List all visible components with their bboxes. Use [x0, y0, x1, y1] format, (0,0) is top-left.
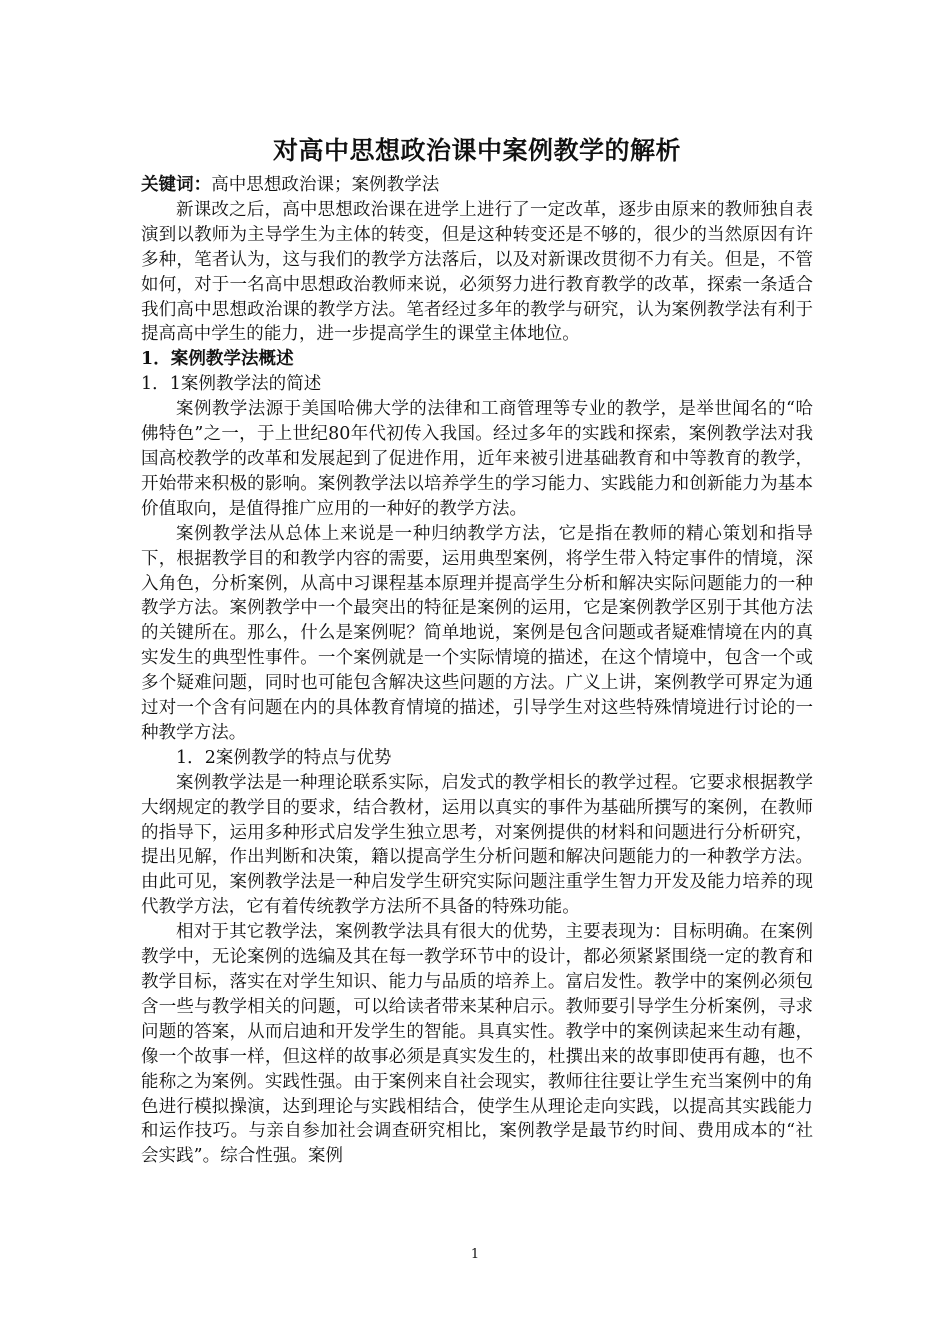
- keywords-value: 高中思想政治课；案例教学法: [211, 175, 440, 195]
- section-heading-1: 1．案例教学法概述: [141, 349, 294, 370]
- intro-paragraph: 新课改之后，高中思想政治课在进学上进行了一定改革，逐步由原来的教师独自表演到以教师为主导学生为主体的转变，但是这种转变还是不够的，很少的当然原因有许多种，笔者认为，这与我们的教学方法落后，以及对新课改贯彻不力有关。但是，不管如何，对于一名高中思想政治教师来说，必须努力进行教育教学的改革，探索一条适合我们高中思想政治课的教学方法。笔者经过多年的教学与研究，认为案例教学法有利于提高高中学生的能力，进一步提高学生的课堂主体地位。: [141, 199, 813, 345]
- paragraph-1-2-b: 相对于其它教学法，案例教学法具有很大的优势，主要表现为：目标明确。在案例教学中，无论案例的选编及其在每一教学环节中的设计，都必须紧紧围绕一定的教育和教学目标，落实在对学生知识、能力与品质的培养上。富启发性。教学中的案例必须包含一些与教学相关的问题，可以给读者带来某种启示。教师要引导学生分析案例，寻求问题的答案，从而启迪和开发学生的智能。具真实性。教学中的案例读起来生动有趣，像一个故事一样，但这样的故事必须是真实发生的，杜撰出来的故事即使再有趣，也不能称之为案例。实践性强。由于案例来自社会现实，教师往往要让学生充当案例中的角色进行模拟操演，达到理论与实践相结合，使学生从理论走向实践，以提高其实践能力和运作技巧。与亲自参加社会调查研究相比，案例教学是最节约时间、费用成本的“社会实践”。综合性强。案例: [141, 922, 813, 1167]
- paragraph-1-1-a: 案例教学法源于美国哈佛大学的法律和工商管理等专业的教学，是举世闻名的“哈佛特色”之一，于上世纪80年代初传入我国。经过多年的实践和探索，案例教学法对我国高校教学的改革和发展起到了促进作用，近年来被引进基础教育和中等教育的教学，开始带来积极的影响。案例教学法以培养学生的学习能力、实践能力和创新能力为基本价值取向，是值得推广应用的一种好的教学方法。: [141, 399, 813, 519]
- paragraph-1-1-b: 案例教学法从总体上来说是一种归纳教学方法，它是指在教师的精心策划和指导下，根据教学目的和教学内容的需要，运用典型案例，将学生带入特定事件的情境，深入角色，分析案例，从高中习课程基本原理并提高学生分析和解决实际问题能力的一种教学方法。案例教学中一个最突出的特征是案例的运用，它是案例教学区别于其他方法的关键所在。那么，什么是案例呢？简单地说，案例是包含问题或者疑难情境在内的真实发生的典型性事件。一个案例就是一个实际情境的描述，在这个情境中，包含一个或多个疑难问题，同时也可能包含解决这些问题的方法。广义上讲，案例教学可界定为通过对一个含有问题在内的具体教育情境的描述，引导学生对这些特殊情境进行讨论的一种教学方法。: [141, 523, 813, 743]
- subsection-heading-1-2: 1．2案例教学的特点与优势: [176, 747, 392, 768]
- keywords-line: [141, 173, 813, 198]
- document-title: 对高中思想政治课中案例教学的解析: [272, 136, 681, 165]
- subsection-heading-1-1: 1．1案例教学法的简述: [141, 374, 322, 395]
- page-number: 1: [470, 1247, 480, 1262]
- document-body: [141, 132, 813, 1169]
- keywords-label: 关键词：: [141, 175, 212, 195]
- paragraph-1-2-a: 案例教学法是一种理论联系实际，启发式的教学相长的教学过程。它要求根据教学大纲规定的教学目的要求，结合教材，运用以真实的事件为基础所撰写的案例，在教师的指导下，运用多种形式启发学生独立思考，对案例提供的材料和问题进行分析研究，提出见解，作出判断和决策，籍以提高学生分析问题和解决问题能力的一种教学方法。由此可见，案例教学法是一种启发学生研究实际问题注重学生智力开发及能力培养的现代教学方法，它有着传统教学方法所不具备的特殊功能。: [141, 772, 813, 918]
